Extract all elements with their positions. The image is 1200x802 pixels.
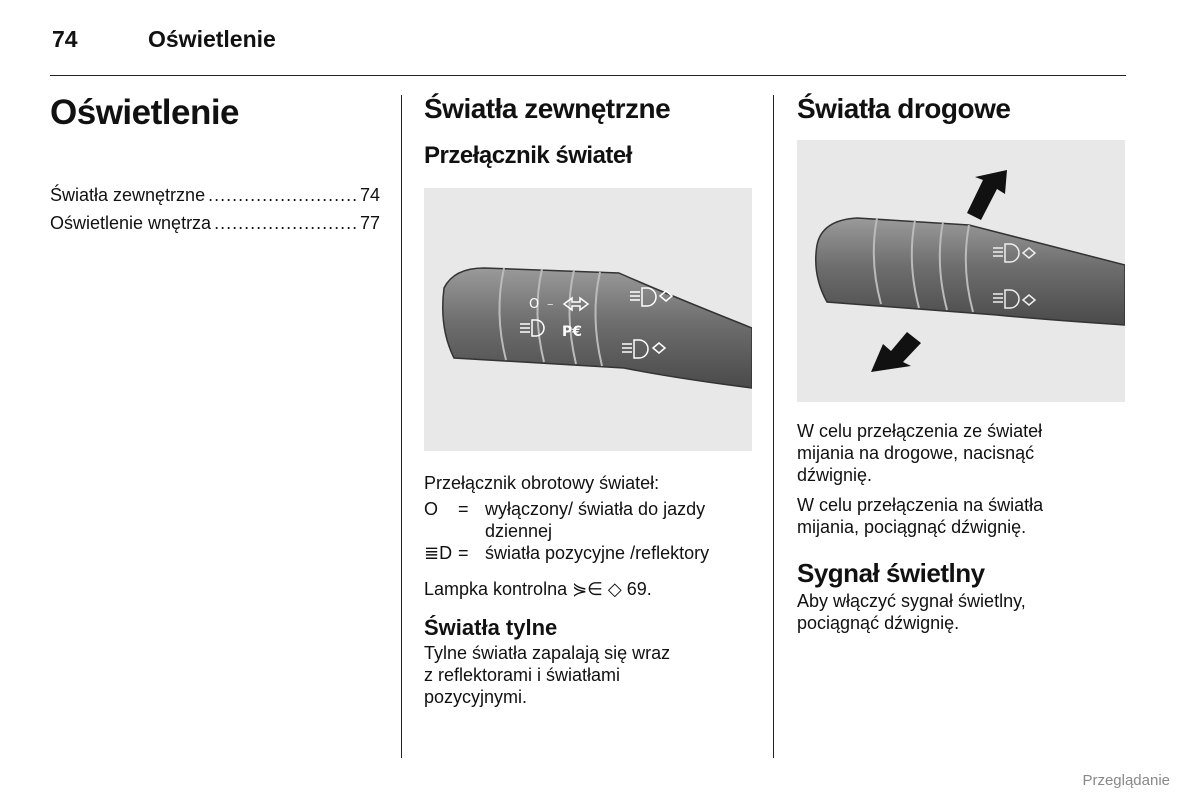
column-divider-1 [401, 95, 402, 758]
text-line: pociągnąć dźwignię. [797, 613, 960, 633]
text-line: Aby włączyć sygnał świetlny, [797, 591, 1026, 611]
definition-headlights [424, 542, 754, 564]
high-beam-paragraph-2 [797, 494, 1127, 538]
toc-leader-dots [208, 181, 357, 209]
subsection-heading-light-switch: Przełącznik świateł [424, 142, 632, 169]
toc-item[interactable] [50, 181, 380, 209]
text-line: W celu przełączenia ze świateł [797, 421, 1043, 441]
text-line: pozycyjnymi. [424, 687, 528, 707]
definition-text: światła pozycyjne /reflektory [485, 543, 710, 563]
section-heading-light-signal: Sygnał świetlny [797, 558, 985, 588]
table-of-contents [50, 181, 380, 237]
light-signal-text [797, 590, 1127, 634]
toc-item-label[interactable]: Oświetlenie wnętrza [50, 213, 212, 233]
toc-leader-dots [214, 209, 357, 237]
toc-item-page[interactable]: 77 [359, 213, 380, 233]
definition-text: wyłączony/ światła do jazdy dziennej [485, 499, 706, 541]
text-line: Tylne światła zapalają się wraz [424, 643, 671, 663]
headlight-symbol: ≣D [424, 543, 453, 563]
text-line: mijania na drogowe, nacisnąć [797, 443, 1035, 463]
switch-dash-symbol: – [547, 297, 554, 312]
text-line: dźwignię. [797, 465, 873, 485]
equals-sign: = [458, 499, 469, 519]
control-lamp-reference[interactable]: Lampka kontrolna ⋟∈ ◇ 69. [424, 579, 652, 599]
off-symbol: O [424, 499, 439, 519]
page-number: 74 [52, 26, 78, 52]
text-line: W celu przełączenia na światła [797, 495, 1044, 515]
high-beam-description [797, 420, 1127, 634]
chapter-title: Oświetlenie [50, 93, 240, 132]
rotary-intro-text: Przełącznik obrotowy świateł: [424, 473, 660, 493]
toc-item[interactable] [50, 209, 380, 237]
section-title: Oświetlenie [148, 26, 276, 52]
text-line: mijania, pociągnąć dźwignię. [797, 517, 1027, 537]
text-line: z reflektorami i światłami [424, 665, 621, 685]
toc-item-page[interactable]: 74 [359, 185, 380, 205]
footer-label[interactable]: Przeglądanie [1082, 772, 1170, 789]
column-exterior-lights [424, 90, 754, 172]
light-switch-lever-icon [424, 188, 752, 451]
subsection-heading-tail-lights: Światła tylne [424, 615, 558, 640]
column-high-beam [797, 90, 1127, 128]
tail-lights-text [424, 642, 754, 708]
high-beam-illustration [797, 140, 1125, 402]
pull-arrow-icon [871, 332, 921, 372]
parking-light-symbol: P€ [562, 324, 583, 340]
high-beam-lever-icon [797, 140, 1125, 402]
switch-off-symbol: O [529, 297, 540, 312]
equals-sign: = [458, 543, 469, 563]
push-arrow-icon [967, 170, 1007, 220]
header-divider [50, 75, 1126, 76]
light-switch-illustration [424, 188, 752, 451]
toc-item-label[interactable]: Światła zewnętrzne [50, 185, 206, 205]
column-divider-2 [773, 95, 774, 758]
definition-off [424, 498, 754, 542]
column-contents [50, 90, 380, 237]
section-heading-exterior-lights: Światła zewnętrzne [424, 93, 671, 124]
section-heading-high-beam: Światła drogowe [797, 93, 1011, 124]
light-switch-description [424, 472, 754, 708]
high-beam-paragraph-1 [797, 420, 1127, 486]
